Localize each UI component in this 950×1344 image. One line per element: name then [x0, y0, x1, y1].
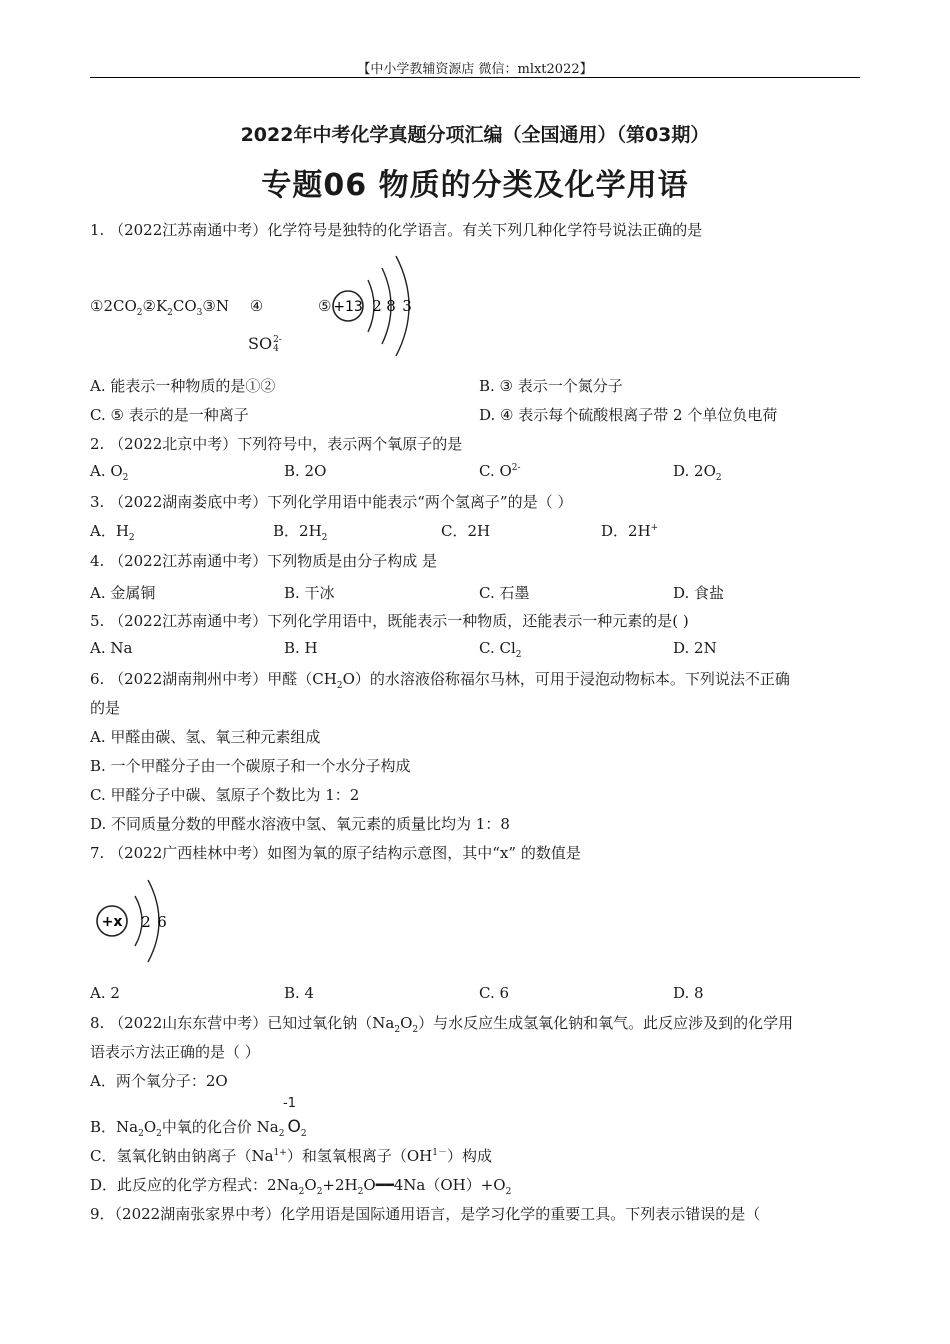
- q8-option-a[interactable]: A．两个氧分子：2O: [90, 1072, 228, 1090]
- question-9-stem: 9．（2022湖南张家界中考）化学用语是国际通用语言，是学习化学的重要工具。下列表示错误的是（: [90, 1205, 761, 1223]
- aluminum-atom-diagram: [330, 250, 430, 360]
- q6-option-b[interactable]: B. 一个甲醛分子由一个碳原子和一个水分子构成: [90, 757, 411, 775]
- shell-electrons-1: 2: [141, 913, 151, 931]
- q3-option-a[interactable]: A．$H_2$: [90, 522, 135, 543]
- q1-option-a[interactable]: A. 能表示一种物质的是①②: [90, 377, 276, 395]
- q8-option-b[interactable]: B．$Na_2O_2$中氧的化合价 $Na_2$ $O_2$: [90, 1117, 307, 1139]
- question-3-stem: 3. （2022湖南娄底中考）下列化学用语中能表示“两个氢离子”的是（ ）: [90, 493, 573, 511]
- page-header: 【中小学教辅资源店 微信：mlxt2022】: [357, 62, 593, 77]
- q1-option-b[interactable]: B. ③ 表示一个氮分子: [479, 377, 623, 395]
- q3-option-c[interactable]: C．2H: [441, 522, 491, 540]
- oxygen-atom-diagram: [92, 876, 177, 966]
- question-2-stem: 2. （2022北京中考）下列符号中，表示两个氧原子的是: [90, 435, 463, 453]
- question-8-stem-line-1: 8. （2022山东东营中考）已知过氧化钠$(Na_2O_2)$与水反应生成氢氧化钠和氧气。此反应涉及到的化学用: [90, 1014, 794, 1035]
- question-6-stem-line-2: 的是: [90, 699, 121, 717]
- question-1-stem: 1. （2022江苏南通中考）化学符号是独特的化学语言。有关下列几种化学符号说法正确的是: [90, 221, 703, 239]
- q5-option-c[interactable]: C. $Cl_2$: [479, 639, 522, 660]
- q8-option-d[interactable]: D．此反应的化学方程式：$2Na_2O_2+2H_2O━━4Na(OH)+O_2$: [90, 1176, 512, 1197]
- q5-option-d[interactable]: D. 2N: [673, 639, 717, 657]
- q4-option-a[interactable]: A. 金属铜: [90, 584, 156, 602]
- question-5-stem: 5. （2022江苏南通中考）下列化学用语中，既能表示一种物质，还能表示一种元素的是( ): [90, 612, 689, 630]
- q4-option-d[interactable]: D. 食盐: [673, 584, 725, 602]
- q4-option-c[interactable]: C. 石墨: [479, 584, 530, 602]
- q7-option-c[interactable]: C. 6: [479, 984, 510, 1002]
- question-1-symbols: $①2CO_2②K_2CO_3③N$ ④ ⑤: [90, 297, 332, 318]
- q6-option-a[interactable]: A. 甲醛由碳、氢、氧三种元素组成: [90, 728, 321, 746]
- q7-option-d[interactable]: D. 8: [673, 984, 704, 1002]
- q2-option-c[interactable]: C. $O^{2-}$: [479, 462, 521, 480]
- q1-option-c[interactable]: C. ⑤ 表示的是一种离子: [90, 406, 249, 424]
- q6-option-c[interactable]: C. 甲醛分子中碳、氢原子个数比为 1：2: [90, 786, 360, 804]
- nucleus-charge: +x: [101, 914, 123, 930]
- q3-option-d[interactable]: D．2H+: [601, 522, 659, 540]
- question-6-stem-line-1: 6. （2022湖南荆州中考）甲醛$(CH_2O)$的水溶液俗称福尔马林，可用于浸泡动物标本。下列说法不正确: [90, 670, 790, 691]
- q2-option-b[interactable]: B. 2O: [284, 462, 327, 480]
- sulfate-ion-symbol: SO 2- 4: [248, 334, 282, 354]
- question-8-stem-line-2: 语表示方法正确的是（ ）: [90, 1043, 260, 1061]
- topic-title: 专题06 物质的分类及化学用语: [261, 168, 689, 203]
- question-4-stem: 4. （2022江苏南通中考）下列物质是由分子构成 是: [90, 552, 438, 570]
- nucleus-charge: +13: [333, 299, 363, 315]
- q8-valence-mark: -1: [283, 1096, 296, 1111]
- q6-option-d[interactable]: D. 不同质量分数的甲醛水溶液中氢、氧元素的质量比均为 1：8: [90, 815, 510, 833]
- q3-option-b[interactable]: B．$2H_2$: [273, 522, 328, 543]
- q4-option-b[interactable]: B. 干冰: [284, 584, 335, 602]
- q7-option-b[interactable]: B. 4: [284, 984, 315, 1002]
- shell-electrons-2: 6: [157, 913, 167, 931]
- question-7-stem: 7. （2022广西桂林中考）如图为氧的原子结构示意图，其中“x” 的数值是: [90, 844, 581, 862]
- q7-option-a[interactable]: A. 2: [90, 984, 120, 1002]
- q2-option-a[interactable]: A. $O_2$: [90, 462, 129, 483]
- shell-electrons-3: 3: [402, 297, 412, 315]
- q8-option-c[interactable]: C．氢氧化钠由钠离子$(Na^{1+})$和氢氧根离子$(OH^{1-})$构成: [90, 1147, 492, 1165]
- q5-option-a[interactable]: A. Na: [90, 639, 133, 657]
- shell-electrons-2: 8: [386, 297, 396, 315]
- q2-option-d[interactable]: D. $2O_2$: [673, 462, 722, 483]
- header-rule: [90, 77, 860, 78]
- shell-electrons-1: 2: [372, 297, 382, 315]
- q5-option-b[interactable]: B. H: [284, 639, 318, 657]
- q1-option-d[interactable]: D. ④ 表示每个硫酸根离子带 2 个单位负电荷: [479, 406, 778, 424]
- document-title: 2022年中考化学真题分项汇编（全国通用）（第03期）: [240, 124, 710, 146]
